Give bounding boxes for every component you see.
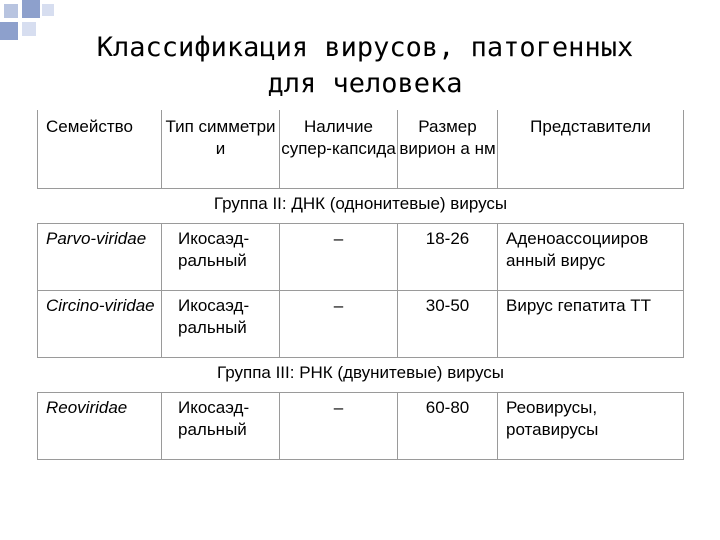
cell-family: Parvo-viridae	[38, 224, 162, 291]
table-row	[38, 393, 684, 460]
table-row	[38, 224, 684, 291]
virus-classification-table	[37, 110, 684, 460]
cell-representatives: Вирус гепатита ТТ	[498, 291, 684, 358]
page-title	[40, 30, 690, 102]
cell-family: Reoviridae	[38, 393, 162, 460]
group-label: Группа II: ДНК (однонитевые) вирусы	[38, 189, 684, 224]
table-header-row	[38, 110, 684, 189]
decor-square-2	[22, 0, 40, 18]
cell-supercapsid: –	[280, 291, 398, 358]
cell-size: 60-80	[398, 393, 498, 460]
title-line-1: Классификация вирусов, патогенных	[96, 32, 634, 63]
group-row	[38, 358, 684, 393]
cell-representatives: Реовирусы, ротавирусы	[498, 393, 684, 460]
cell-size: 18-26	[398, 224, 498, 291]
header-size: Размер вирион а нм	[398, 110, 498, 189]
cell-symmetry: Икосаэд-ральный	[162, 393, 280, 460]
header-symmetry: Тип симметри и	[162, 110, 280, 189]
group-label: Группа III: РНК (двунитевые) вирусы	[38, 358, 684, 393]
title-line-2: для человека	[267, 68, 463, 99]
header-family: Семейство	[38, 110, 162, 189]
cell-supercapsid: –	[280, 224, 398, 291]
cell-symmetry: Икосаэд-ральный	[162, 291, 280, 358]
cell-representatives: Аденоассоцииров анный вирус	[498, 224, 684, 291]
decor-square-5	[42, 4, 54, 16]
group-row	[38, 189, 684, 224]
header-representatives: Представители	[498, 110, 684, 189]
cell-size: 30-50	[398, 291, 498, 358]
header-supercapsid: Наличие супер-капсида	[280, 110, 398, 189]
decor-square-3	[0, 22, 18, 40]
cell-family: Circino-viridae	[38, 291, 162, 358]
cell-symmetry: Икосаэд-ральный	[162, 224, 280, 291]
table-row	[38, 291, 684, 358]
decor-square-4	[22, 22, 36, 36]
cell-supercapsid: –	[280, 393, 398, 460]
decor-square-1	[4, 4, 18, 18]
